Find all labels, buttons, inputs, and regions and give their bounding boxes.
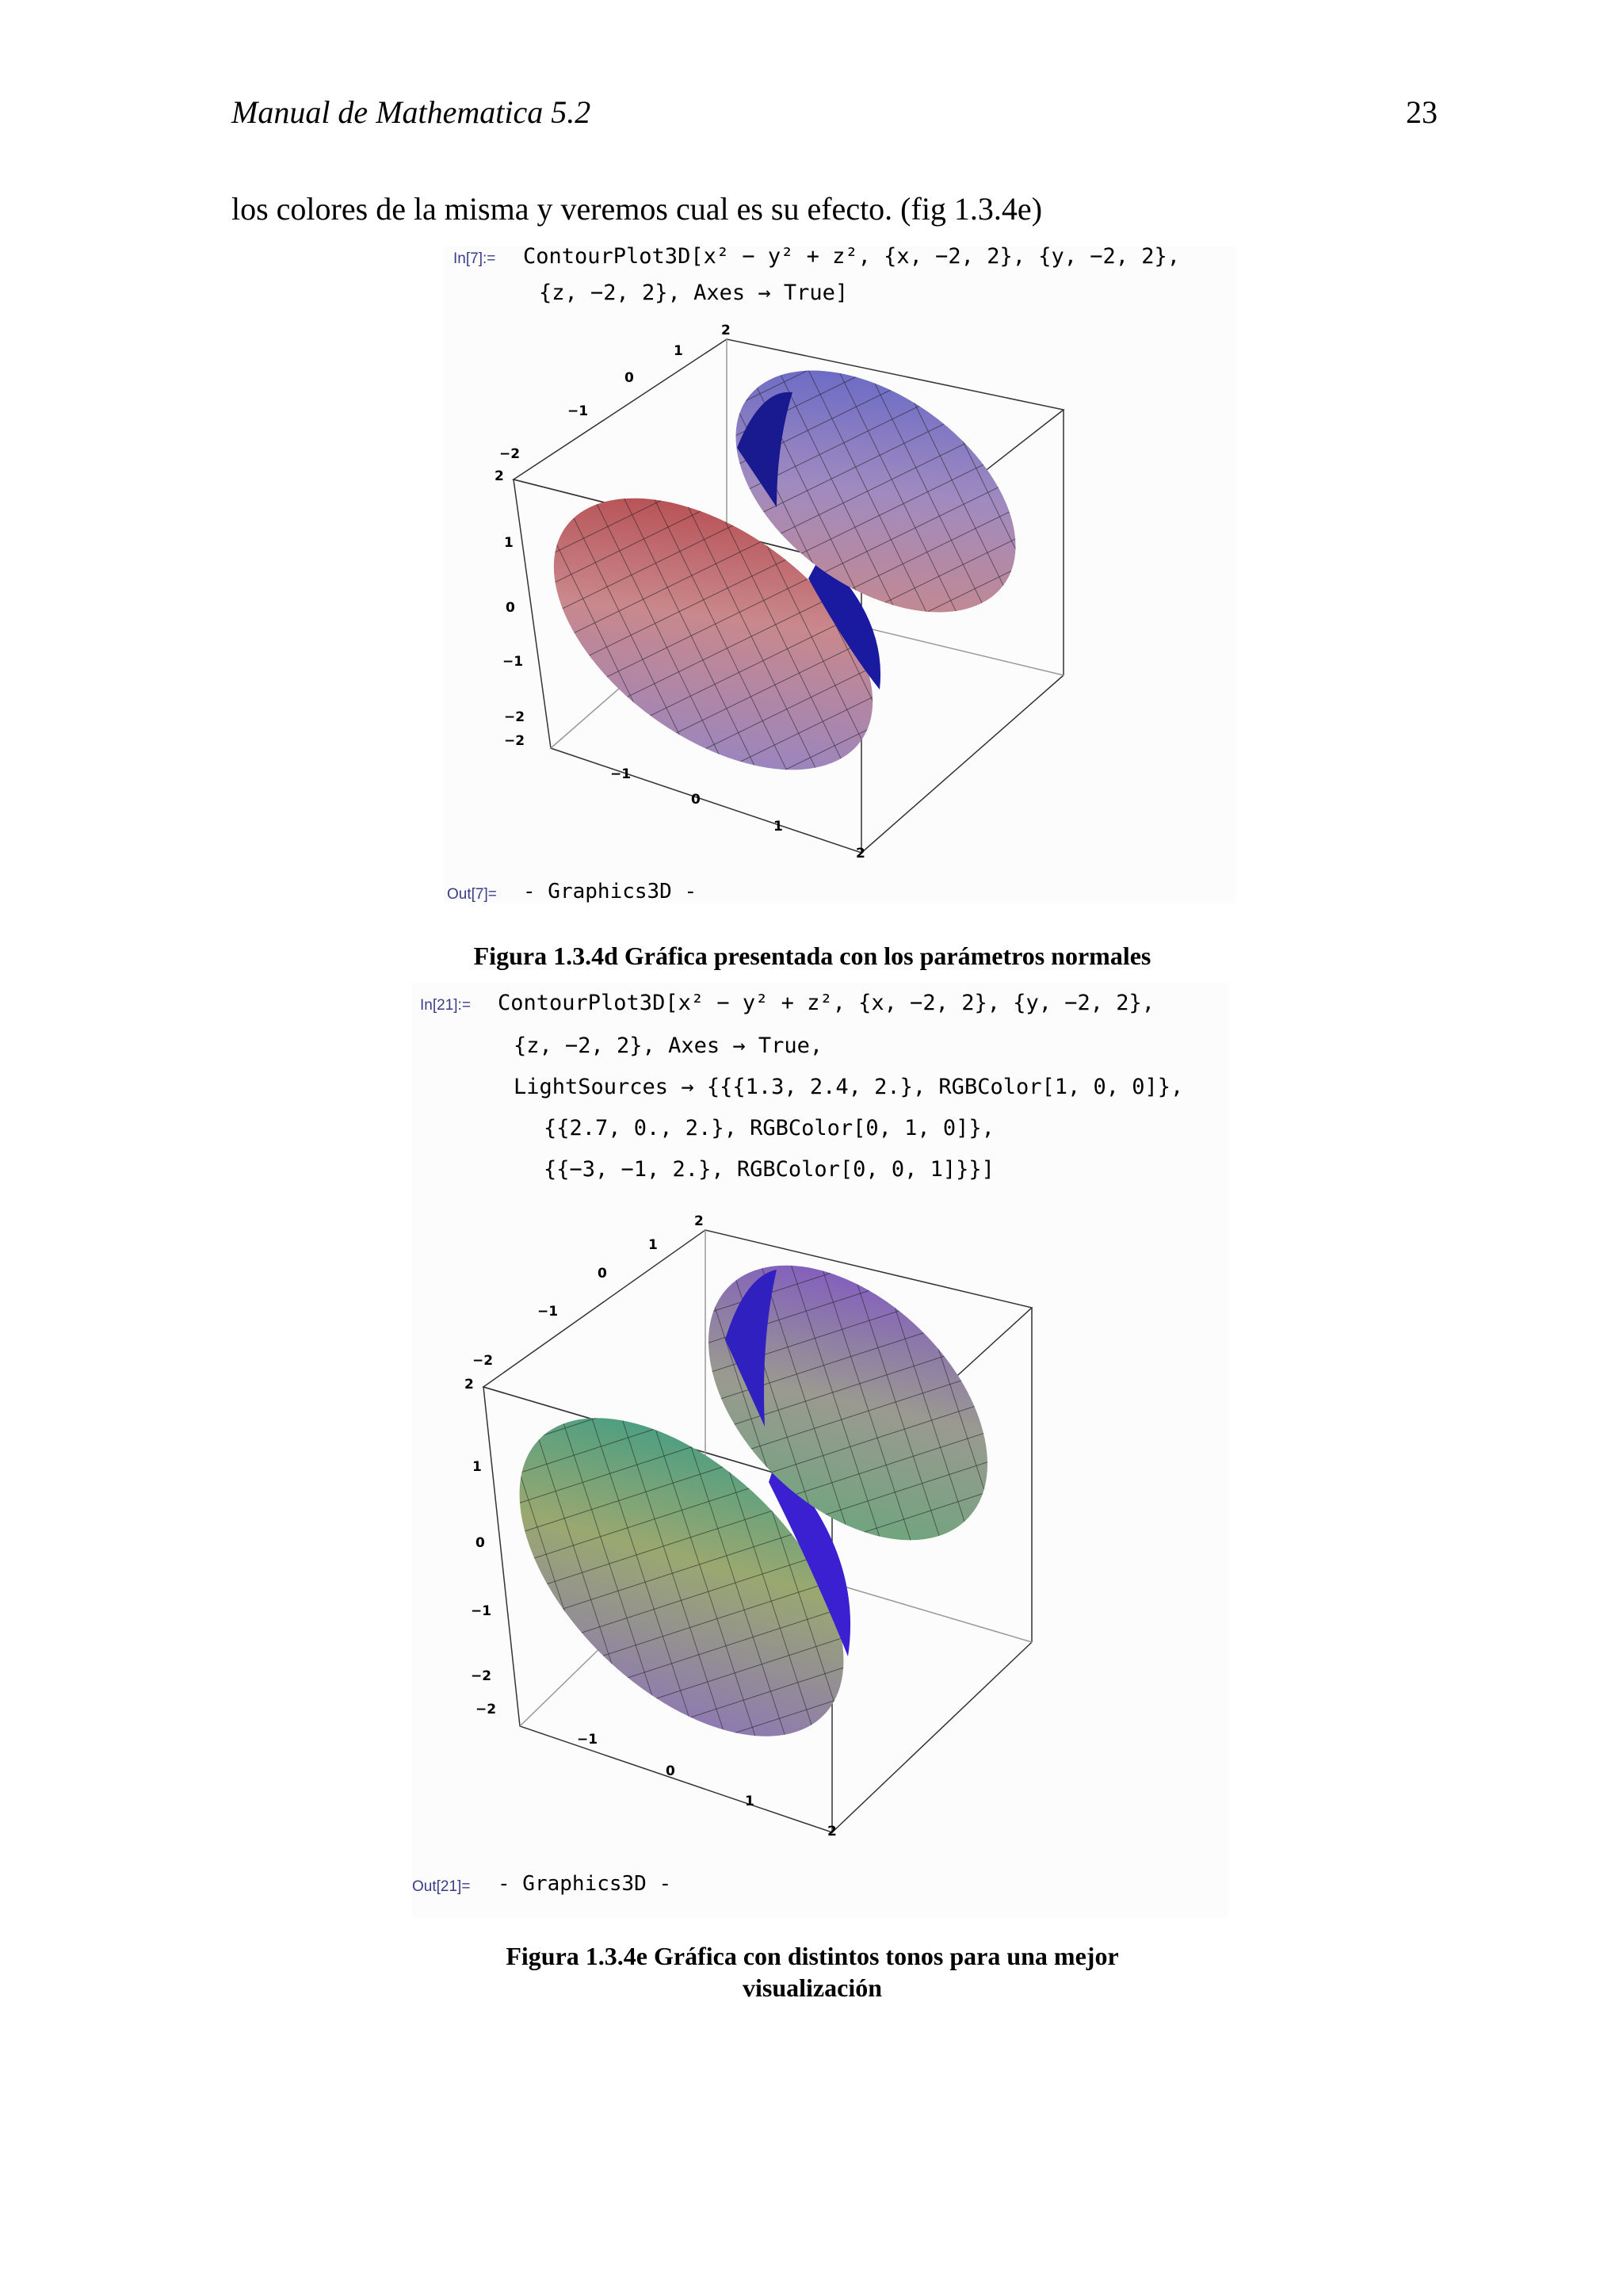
- page-number: 23: [1406, 94, 1438, 130]
- input-code-2-line-2: {z, −2, 2}, Axes → True,: [514, 1033, 823, 1058]
- tick-label: 2: [856, 846, 865, 861]
- input-label-2: In[21]:=: [420, 997, 471, 1014]
- tick-label: 2: [827, 1824, 837, 1839]
- input-label-1: In[7]:=: [453, 250, 496, 267]
- running-header-title: Manual de Mathematica 5.2: [231, 94, 591, 130]
- tick-label: −2: [504, 733, 525, 749]
- plot-3d-1: [475, 317, 1078, 872]
- figure-caption-2-line-1: Figura 1.3.4e Gráfica con distintos tonos para una mejor: [506, 1942, 1119, 1970]
- tick-label: 1: [472, 1459, 482, 1475]
- tick-label: 2: [495, 468, 504, 484]
- output-label-1: Out[7]=: [447, 886, 497, 903]
- tick-label: 0: [506, 600, 515, 616]
- tick-label: −1: [567, 403, 589, 419]
- tick-label: −2: [504, 709, 525, 725]
- tick-label: 0: [691, 792, 701, 808]
- tick-label: 0: [666, 1763, 675, 1779]
- output-value-2: - Graphics3D -: [498, 1872, 672, 1896]
- input-code-2-line-5: {{−3, −1, 2.}, RGBColor[0, 0, 1]}}]: [544, 1157, 995, 1182]
- tick-label: 1: [648, 1237, 658, 1253]
- figure-caption-2-line-2: visualización: [742, 1973, 882, 2002]
- tick-label: −2: [471, 1668, 492, 1684]
- tick-label: 0: [475, 1535, 485, 1551]
- intro-paragraph: los colores de la misma y veremos cual es su efecto. (fig 1.3.4e): [231, 191, 1043, 227]
- plot-3d-2: [452, 1205, 1054, 1855]
- tick-label: 0: [624, 370, 634, 386]
- tick-label: 2: [464, 1377, 474, 1392]
- tick-label: −1: [502, 654, 524, 670]
- input-code-2-line-4: {{2.7, 0., 2.}, RGBColor[0, 1, 0]},: [544, 1116, 995, 1140]
- tick-label: −1: [577, 1732, 598, 1748]
- input-code-2-line-3: LightSources → {{{1.3, 2.4, 2.}, RGBColor[1, 0, 0]},: [514, 1075, 1184, 1099]
- figure-caption-1: Figura 1.3.4d Gráfica presentada con los parámetros normales: [473, 942, 1151, 970]
- input-code-1-line-1: ContourPlot3D[x² − y² + z², {x, −2, 2}, {y, −2, 2},: [523, 244, 1181, 269]
- tick-label: 2: [694, 1213, 704, 1229]
- tick-label: 1: [674, 343, 683, 359]
- tick-label: −2: [475, 1702, 497, 1717]
- input-code-1-line-2: {z, −2, 2}, Axes → True]: [539, 281, 849, 305]
- tick-label: 2: [721, 323, 731, 338]
- tick-label: −2: [472, 1353, 494, 1369]
- input-code-2-line-1: ContourPlot3D[x² − y² + z², {x, −2, 2}, {y, −2, 2},: [498, 991, 1155, 1015]
- tick-label: −1: [471, 1603, 492, 1619]
- tick-label: 1: [773, 819, 783, 835]
- output-label-2: Out[21]=: [412, 1878, 471, 1895]
- tick-label: 1: [504, 535, 514, 551]
- tick-label: −2: [499, 446, 521, 462]
- tick-label: −1: [537, 1304, 559, 1320]
- tick-label: 1: [745, 1794, 754, 1809]
- output-value-1: - Graphics3D -: [523, 880, 697, 904]
- tick-label: −1: [610, 766, 632, 782]
- tick-label: 0: [598, 1266, 607, 1282]
